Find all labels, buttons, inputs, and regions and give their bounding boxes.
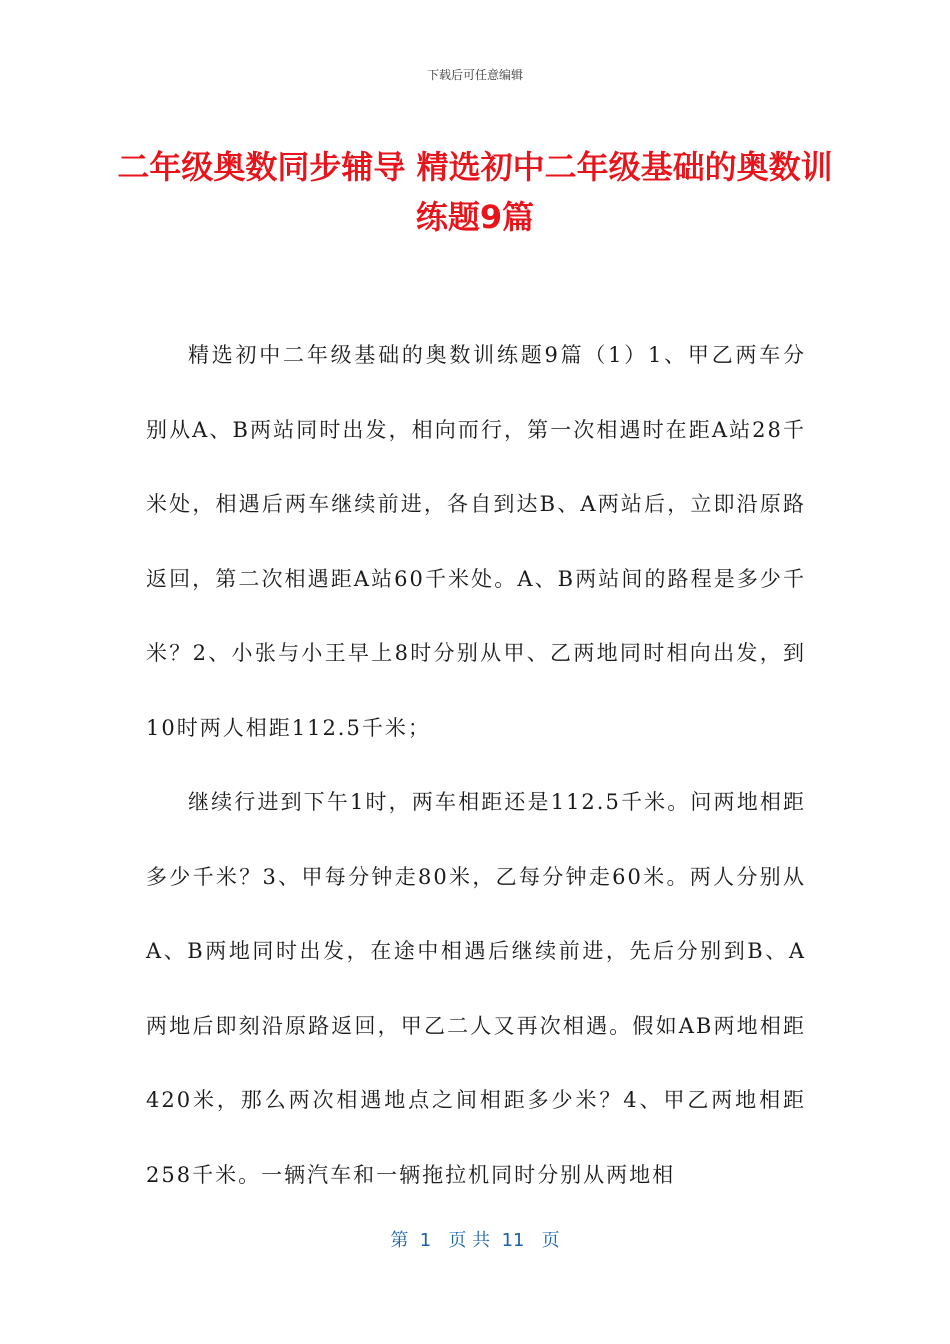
paragraph-1: 精选初中二年级基础的奥数训练题9篇（1）1、甲乙两车分别从A、B两站同时出发，相向而行，第一次相遇时在距A站28千米处，相遇后两车继续前进，各自到达B、A两站后，立即沿原路返回，第二次相遇距A站60千米处。A、B两站间的路程是多少千米？2、小张与小王早上8时分别从甲、乙两地同时相向出发，到10时两人相距112.5千米；: [146, 343, 806, 740]
header-note: 下载后可任意编辑: [426, 68, 523, 82]
document-title: 二年级奥数同步辅导 精选初中二年级基础的奥数训练题9篇: [117, 148, 833, 236]
page-number-footer: 第 1 页 共 11 页: [390, 1230, 560, 1251]
paragraph-2: 继续行进到下午1时，两车相距还是112.5千米。问两地相距多少千米？3、甲每分钟走80米，乙每分钟走60米。两人分别从A、B两地同时出发，在途中相遇后继续前进，先后分别到B、A两地后即刻沿原路返回，甲乙二人又再次相遇。假如AB两地相距420米，那么两次相遇地点之间相距多少米？4、甲乙两地相距258千米。一辆汽车和一辆拖拉机同时分别从两地相: [146, 790, 806, 1187]
document-body: [146, 318, 806, 1212]
